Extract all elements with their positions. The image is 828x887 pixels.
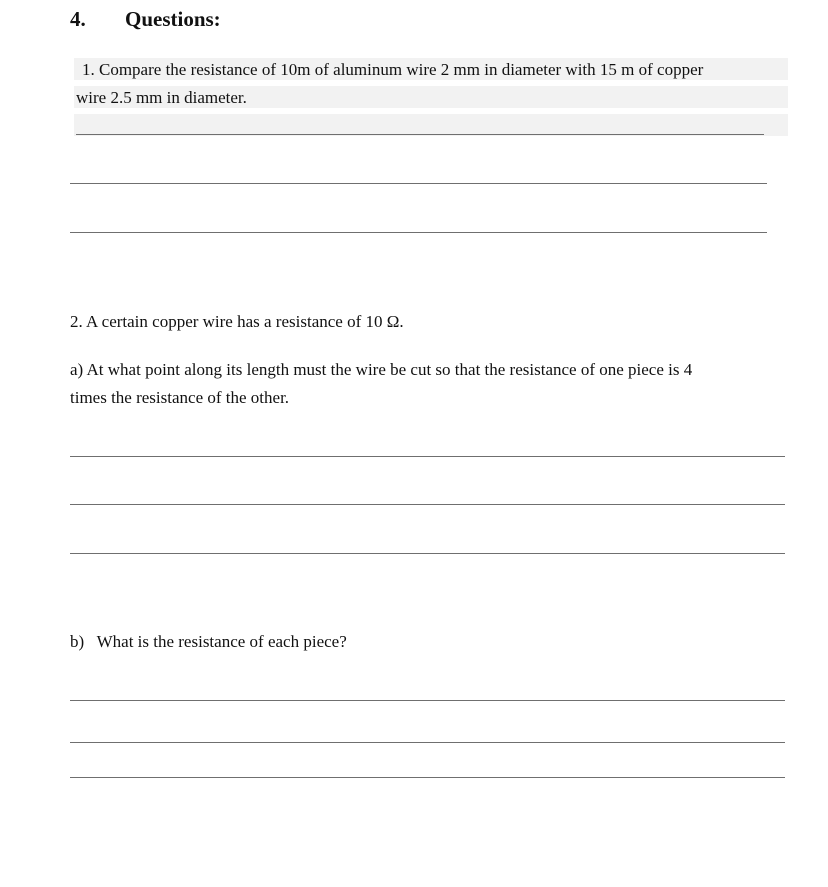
section-title: Questions: xyxy=(125,7,221,31)
question-2a-line-2: times the resistance of the other. xyxy=(70,388,290,407)
question-2b-text: b) What is the resistance of each piece? xyxy=(70,632,347,651)
question-1-line-2: wire 2.5 mm in diameter. xyxy=(76,88,247,107)
section-number: 4. xyxy=(70,7,86,31)
answer-line[interactable] xyxy=(70,504,785,505)
answer-line[interactable] xyxy=(70,700,785,701)
answer-line[interactable] xyxy=(70,742,785,743)
answer-line[interactable] xyxy=(70,456,785,457)
answer-line[interactable] xyxy=(70,553,785,554)
question-2a-line-1: a) At what point along its length must the wire be cut so that the resistance of one piece is 4 xyxy=(70,360,693,379)
answer-line[interactable] xyxy=(76,134,764,135)
question-1-highlight xyxy=(74,114,788,136)
answer-line[interactable] xyxy=(70,183,767,184)
question-2-intro: 2. A certain copper wire has a resistance of 10 Ω. xyxy=(70,312,404,331)
answer-line[interactable] xyxy=(70,777,785,778)
answer-line[interactable] xyxy=(70,232,767,233)
question-1-line-1: 1. Compare the resistance of 10m of aluminum wire 2 mm in diameter with 15 m of copper xyxy=(82,60,704,79)
